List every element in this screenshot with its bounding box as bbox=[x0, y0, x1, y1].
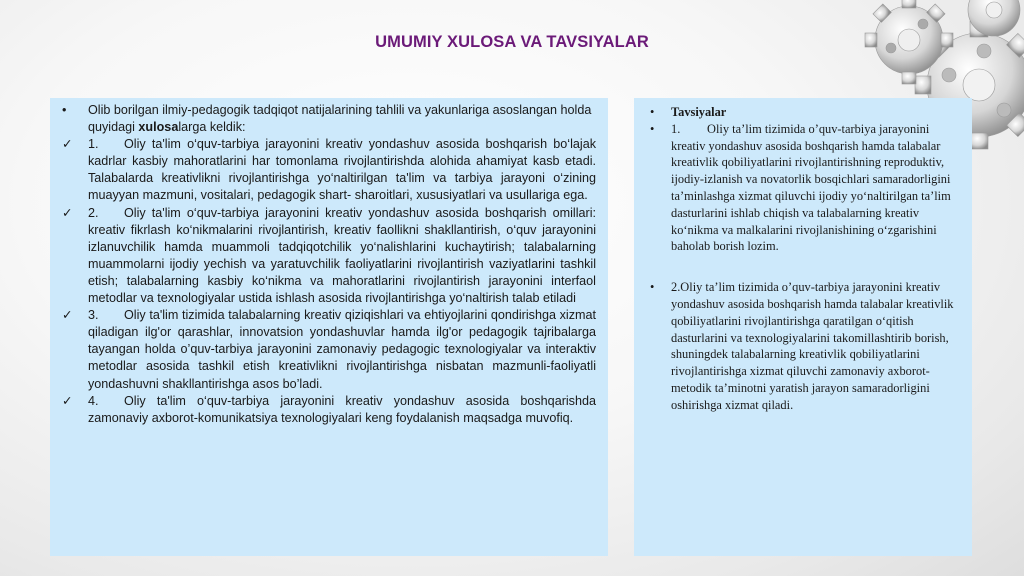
conclusion-item-4: ✓ 4. Oliy ta'lim o‘quv-tarbiya jarayonini kreativ yondashuv asosida boshqarishda zamonaviy axborot-komunikatsiya texnologiyalari keng foydalanish maqsadga muvofiq. bbox=[62, 393, 596, 425]
checkmark-icon: ✓ bbox=[62, 393, 73, 408]
recommendations-panel bbox=[634, 98, 972, 556]
bullet-icon: • bbox=[650, 121, 655, 136]
conclusions-keyword: xulosa bbox=[138, 120, 179, 135]
checkmark-icon: ✓ bbox=[62, 308, 73, 323]
conclusion-item-1: ✓ 1. Oliy ta'lim o‘quv-tarbiya jarayonini kreativ yondashuv asosida boshqarish bo‘lajak kadrlar kasbiy mahoratlarini har tomonlama rivojlantirishda alohida ahamiyat kasb etadi. Talabalarda kreativlikni rivojlantirishga yo‘naltirilgan ta'lim va tarbiya jarayoni o‘zining muayyan mazmuni, vositalari, pedagogik shart- sharoitlari, xususiyatlari va usullariga ega. bbox=[62, 137, 596, 203]
conclusions-intro: • Olib borilgan ilmiy-pedagogik tadqiqot natijalarining tahlili va yakunlariga asoslangan holda quyidagi xulosalarga keldik: bbox=[62, 103, 592, 135]
conclusions-panel bbox=[50, 98, 608, 556]
checkmark-icon: ✓ bbox=[62, 205, 73, 220]
bullet-icon: • bbox=[650, 105, 655, 119]
recommendation-item-2: • 2.Oliy ta’lim tizimida o’quv-tarbiya jarayonini kreativ yondashuv asosida boshqarish hamda talabalar kreativlik qobiliyatlarini rivojlantirishga qaratilgan o‘qitish dasturlarini va texnologiyalarini takomillashtirib borish, shuningdek talabalarning kreativlik qobiliyatlarini rivojlantirishga xizmat qiluvchi zamonaviy axborot-metodik ta’minotni yaratish jarayon samaradorligini oshirishga xizmat qiladi. bbox=[644, 279, 962, 413]
recommendations-heading: • Tavsiyalar bbox=[644, 104, 962, 121]
recommendation-item-1: • 1. Oliy ta’lim tizimida o’quv-tarbiya jarayonini kreativ yondashuv asosida boshqarish hamda talabalar kreativlik qobiliyatlarini rivojlantirishning reproduktiv, ijodiy-izlanish va novatorlik bosqichlari samaradorligini ta’minlashga xizmat qiluvchi ijodiy yo‘naltirilgan ta’lim dasturlarini ishlab chiqish va talabalarning kreativ ko‘nikma va malkalarini rivojlanishining o‘zgarishini baholab borish lozim. bbox=[644, 121, 962, 255]
conclusion-item-3: ✓ 3. Oliy ta'lim tizimida talabalarning kreativ qiziqishlari va ehtiyojlarini qondirishga xizmat qiladigan ilg'or qarashlar, innovatsion yondashuvlar hamda ilg'or pedagogik tajribalarga tayangan holda o’quv-tarbiya jarayonini zamonaviy pedagogic texnologiyalar va interaktiv metodlar asosida tashkil etish kreativlikni rivojlantirishga nisbatan mazmunli-faoliyatli yondashuvni shakllantirishga asos bo’ladi. bbox=[62, 308, 596, 391]
checkmark-icon: ✓ bbox=[62, 137, 73, 152]
conclusion-item-2: ✓ 2. Oliy ta'lim o‘quv-tarbiya jarayonini kreativ yondashuv asosida boshqarish omillari: kreativ fikrlash ko‘nikmalarini rivojlantirish, kreativ faollikni shakllantirish, o‘quv jarayonini izlanuvchilik hamda muammoli tadqiqotchilik yo‘nalishlarini kuchaytirish; talabalarning muammolarni ijodiy yechish va yaratuvchilik faoliyatlarini rivojlantirish vaziyatlarini tashkil etish; talabalarning kasbiy ko‘nikma va mahoratlarini rivojlantirish jarayonini interfaol metodlar va texnologiyalar ustida ishlash asosida rivojlantirishga yo‘naltirish talab etiladi bbox=[62, 205, 596, 306]
bullet-icon: • bbox=[650, 280, 655, 295]
bullet-icon: • bbox=[62, 103, 67, 117]
slide-title: UMUMIY XULOSA VA TAVSIYALAR bbox=[375, 33, 649, 51]
